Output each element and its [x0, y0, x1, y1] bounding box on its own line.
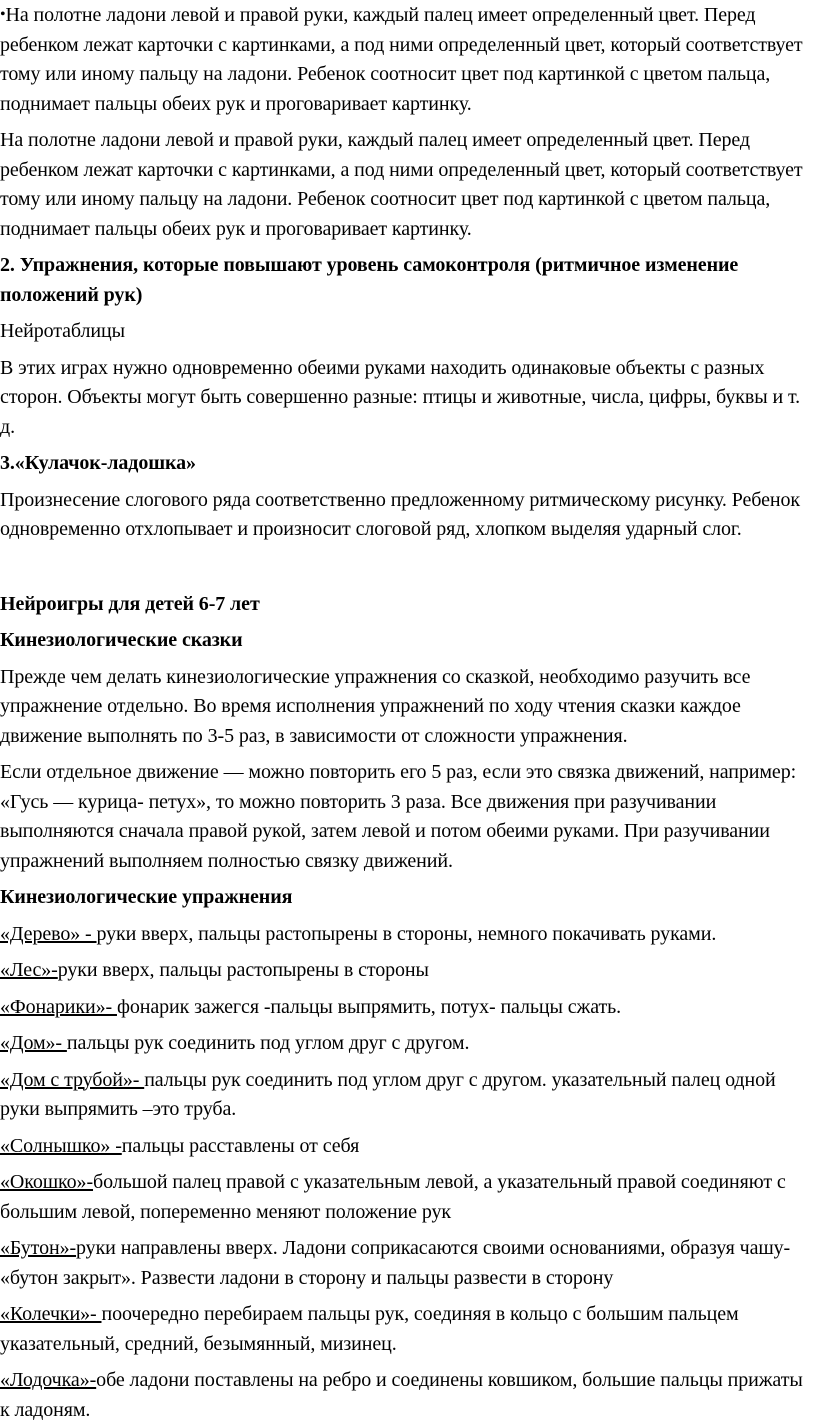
- exercise-description: пальцы рук соединить под углом друг с другом. указательный палец одной руки выпрямить –это труба.: [0, 1069, 776, 1121]
- exercise-item: [0, 1168, 804, 1227]
- exercise-name: «Солнышко» -: [0, 1135, 122, 1157]
- exercise-description: пальцы расставлены от себя: [122, 1135, 359, 1157]
- paragraph-finger-colors-2: На полотне ладони левой и правой руки, каждый палец имеет определенный цвет. Перед ребенком лежат карточки с картинками, а под ними определенный цвет, который соответствует тому или иному пальцу на ладони. Ребенок соотносит цвет под картинкой с цветом пальца, поднимает пальцы обеих рук и проговаривает картинку.: [0, 126, 804, 244]
- heading-kinesiology-tales: Кинезиологические сказки: [0, 626, 804, 656]
- exercise-name: «Дерево» -: [0, 923, 97, 945]
- exercise-name: «Колечки»-: [0, 1303, 101, 1325]
- exercise-name: «Окошко»-: [0, 1171, 93, 1193]
- tales-paragraph-1: Прежде чем делать кинезиологические упражнения со сказкой, необходимо разучить все упражнение отдельно. Во время исполнения упражнений по ходу чтения сказки каждое движение выполнять по 3-5 раз, в зависимости от сложности упражнения.: [0, 663, 804, 752]
- exercise-description: руки вверх, пальцы растопырены в стороны: [58, 959, 429, 981]
- bullet-icon: •: [0, 6, 6, 23]
- fist-palm-description: Произнесение слогового ряда соответственно предложенному ритмическому рисунку. Ребенок одновременно отхлопывает и произносит слоговой ряд, хлопком выделяя ударный слог.: [0, 486, 804, 545]
- tales-paragraph-2: Если отдельное движение — можно повторить его 5 раз, если это связка движений, например: «Гусь — курица- петух», то можно повторить 3 раза. Все движения при разучивании выполняются сначала правой рукой, затем левой и потом обеими руками. При разучивании упражнений выполняем полностью связку движений.: [0, 758, 804, 876]
- exercise-description: поочередно перебираем пальцы рук, соединяя в кольцо с большим пальцем указательный, средний, безымянный, мизинец.: [0, 1303, 739, 1355]
- blank-line: [0, 552, 804, 590]
- exercise-description: большой палец правой с указательным левой, а указательный правой соединяют с большим левой, попеременно меняют положение рук: [0, 1171, 786, 1223]
- exercise-item: [0, 920, 804, 950]
- exercise-item: [0, 993, 804, 1023]
- section-heading-fist-palm: 3.«Кулачок-ладошка»: [0, 449, 804, 479]
- exercise-list: [0, 920, 804, 1425]
- paragraph-finger-colors-1: [0, 0, 804, 119]
- heading-neurogames: Нейроигры для детей 6-7 лет: [0, 590, 804, 620]
- exercise-name: «Лодочка»-: [0, 1369, 96, 1391]
- exercise-item: [0, 1366, 804, 1425]
- neurotables-label: Нейротаблицы: [0, 317, 804, 347]
- exercise-item: [0, 1234, 804, 1293]
- exercise-item: [0, 956, 804, 986]
- exercise-item: [0, 1132, 804, 1162]
- exercise-description: пальцы рук соединить под углом друг с другом.: [67, 1032, 469, 1054]
- exercise-description: фонарик зажегся -пальцы выпрямить, потух- пальцы сжать.: [117, 996, 621, 1018]
- exercise-description: руки вверх, пальцы растопырены в стороны, немного покачивать руками.: [97, 923, 717, 945]
- exercise-item: [0, 1066, 804, 1125]
- paragraph-text: На полотне ладони левой и правой руки, каждый палец имеет определенный цвет. Перед ребенком лежат карточки с картинками, а под ними определенный цвет, который соответствует тому или иному пальцу на ладони. Ребенок соотносит цвет под картинкой с цветом пальца, поднимает пальцы обеих рук и проговаривает картинку.: [0, 4, 803, 115]
- exercise-name: «Дом с трубой»-: [0, 1069, 144, 1091]
- exercise-description: обе ладони поставлены на ребро и соединены ковшиком, большие пальцы прижаты к ладоням.: [0, 1369, 803, 1421]
- exercise-name: «Бутон»-: [0, 1237, 76, 1259]
- heading-kinesiology-exercises: Кинезиологические упражнения: [0, 883, 804, 913]
- neurotables-description: В этих играх нужно одновременно обеими руками находить одинаковые объекты с разных сторон. Объекты могут быть совершенно разные: птицы и животные, числа, цифры, буквы и т. д.: [0, 354, 804, 443]
- exercise-item: [0, 1300, 804, 1359]
- section-heading-self-control: 2. Упражнения, которые повышают уровень самоконтроля (ритмичное изменение положений рук): [0, 251, 804, 310]
- exercise-description: руки направлены вверх. Ладони соприкасаются своими основаниями, образуя чашу- «бутон закрыт». Развести ладони в сторону и пальцы развести в сторону: [0, 1237, 790, 1289]
- exercise-name: «Дом»-: [0, 1032, 67, 1054]
- exercise-name: «Лес»-: [0, 959, 58, 981]
- exercise-item: [0, 1029, 804, 1059]
- exercise-name: «Фонарики»-: [0, 996, 117, 1018]
